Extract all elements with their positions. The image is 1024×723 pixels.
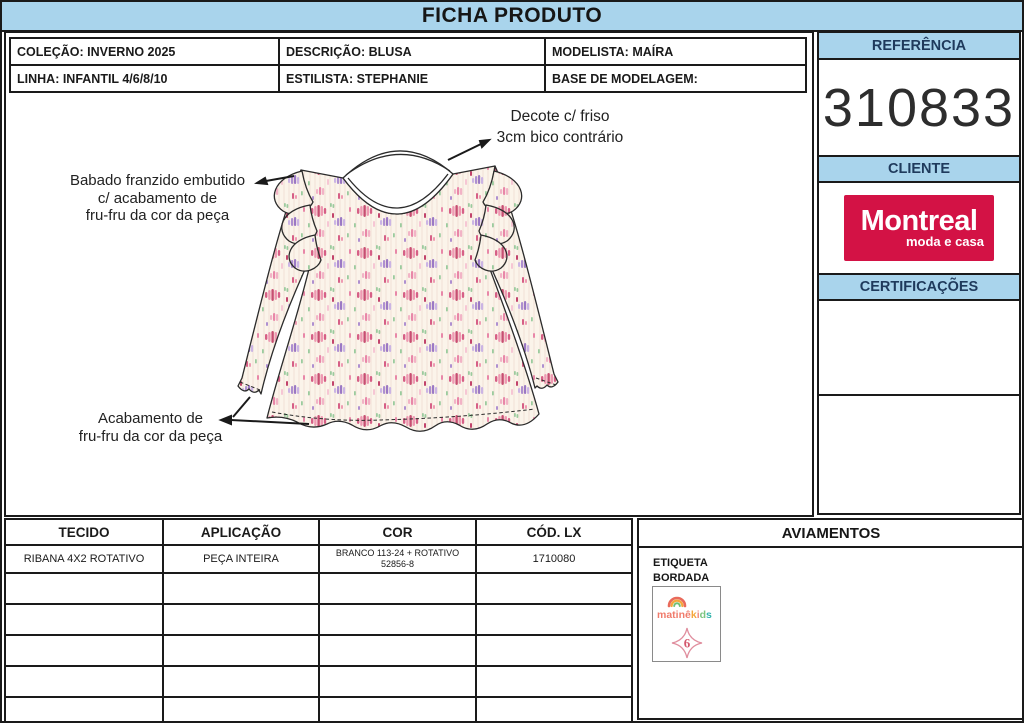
info-linha: LINHA: INFANTIL 4/6/8/10	[10, 65, 279, 92]
rainbow-icon	[669, 598, 685, 606]
referencia-value: 310833	[822, 77, 1016, 138]
annotation-acabamento: Acabamento de fru-fru da cor da peça	[78, 410, 223, 445]
annotation-babado: Babado franzido embutido c/ acabamento de fru-fru da cor da peça	[69, 172, 246, 224]
page-title: FICHA PRODUTO	[421, 4, 603, 27]
montreal-name: Montreal	[860, 205, 978, 237]
col-aplicacao: APLICAÇÃO	[163, 519, 319, 545]
annotation-decote: Decote c/ friso 3cm bico contrário	[496, 108, 624, 146]
etiqueta-bordada-label: ETIQUETA BORDADA	[653, 557, 710, 584]
tecido-value: RIBANA 4X2 ROTATIVO	[5, 545, 163, 573]
referencia-header: REFERÊNCIA	[817, 31, 1021, 60]
info-estilista: ESTILISTA: STEPHANIE	[279, 65, 545, 92]
size-value: 6	[683, 635, 690, 650]
materials-table	[4, 518, 633, 723]
cliente-box	[817, 181, 1021, 275]
certificacoes-header: CERTIFICAÇÕES	[817, 273, 1021, 301]
info-modelista: MODELISTA: MAÍRA	[545, 38, 806, 65]
title-bar	[2, 2, 1022, 32]
empty-row	[5, 697, 632, 723]
empty-row	[5, 573, 632, 604]
materials-row	[5, 545, 632, 573]
aviamentos-panel	[637, 518, 1024, 720]
info-row-2	[10, 65, 806, 92]
info-table	[9, 37, 807, 93]
aplicacao-value: PEÇA INTEIRA	[163, 545, 319, 573]
cod-lx-value: 1710080	[476, 545, 632, 573]
info-descricao: DESCRIÇÃO: BLUSA	[279, 38, 545, 65]
montreal-logo	[844, 195, 994, 261]
materials-header-row	[5, 519, 632, 545]
empty-row	[5, 666, 632, 697]
svg-text:matinêkids: matinêkids	[656, 608, 712, 621]
info-colecao: COLEÇÃO: INVERNO 2025	[10, 38, 279, 65]
garment-drawing	[215, 118, 595, 468]
empty-row	[5, 635, 632, 666]
col-cod-lx: CÓD. LX	[476, 519, 632, 545]
right-panel	[817, 31, 1021, 515]
empty-row	[5, 604, 632, 635]
matinekids-logo	[656, 589, 718, 621]
etiqueta-card	[652, 586, 721, 662]
info-base-modelagem: BASE DE MODELAGEM:	[545, 65, 806, 92]
cor-value: BRANCO 113-24 + ROTATIVO 52856-8	[319, 545, 476, 573]
referencia-box	[817, 58, 1021, 157]
certificacoes-box	[817, 299, 1021, 396]
col-cor: COR	[319, 519, 476, 545]
col-tecido: TECIDO	[5, 519, 163, 545]
size-diamond-icon	[670, 626, 704, 660]
montreal-tagline: moda e casa	[905, 234, 984, 249]
info-row-1	[10, 38, 806, 65]
right-panel-empty-box	[817, 394, 1021, 515]
cliente-header: CLIENTE	[817, 155, 1021, 183]
aviamentos-header: AVIAMENTOS	[639, 520, 1023, 548]
